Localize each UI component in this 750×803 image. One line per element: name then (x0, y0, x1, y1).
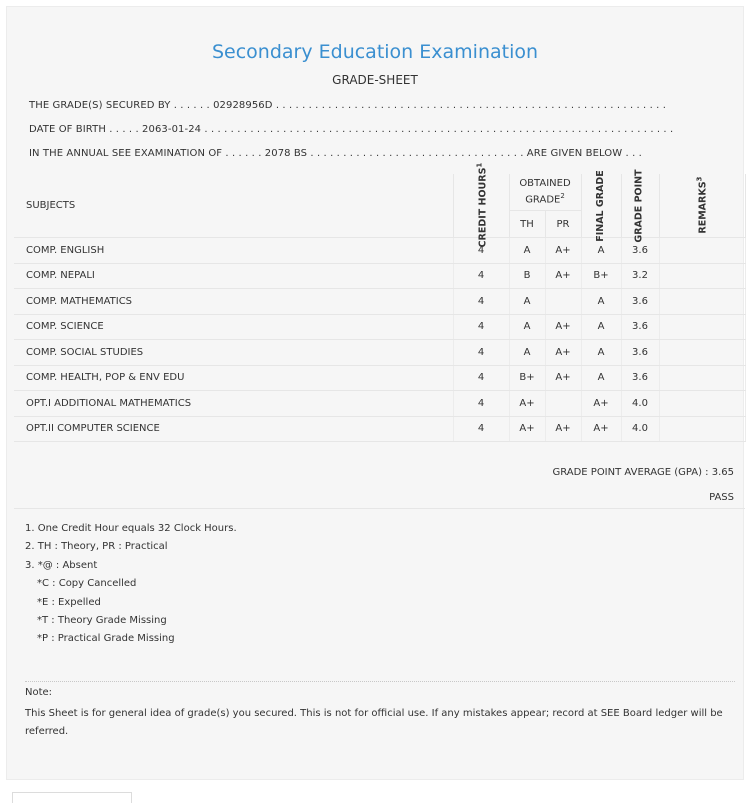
result-status: PASS (709, 492, 734, 503)
grade-point: 4.0 (621, 391, 659, 417)
subject-name: COMP. MATHEMATICS (14, 289, 453, 315)
practical-grade (545, 289, 581, 315)
remarks (659, 263, 745, 289)
grade-point: 3.2 (621, 263, 659, 289)
practical-grade: A+ (545, 340, 581, 366)
remarks (659, 340, 745, 366)
result-section (14, 448, 745, 509)
final-grade: A (581, 340, 621, 366)
footnote-1: 1. One Credit Hour equals 32 Clock Hours. (25, 523, 237, 534)
practical-grade: A+ (545, 314, 581, 340)
remarks (659, 391, 745, 417)
subject-name: COMP. HEALTH, POP & ENV EDU (14, 365, 453, 391)
header-remarks: REMARKS$^3$ (659, 174, 745, 238)
credit-hours: 4 (453, 340, 509, 366)
subject-name: COMP. SOCIAL STUDIES (14, 340, 453, 366)
info-date-of-birth: DATE OF BIRTH . . . . . 2063-01-24 . . . . . . . . . . . . . . . . . . . . . . . . . . . . . . . . . . . . . . . . . . . . . . . . . . . . . . . . . . . . . . . . . . . . . . . . (29, 124, 674, 135)
note-text: This Sheet is for general idea of grade(s) you secured. This is not for official use. If any mistakes appear; record at SEE Board ledger will be referred. (25, 708, 723, 737)
remarks (659, 238, 745, 264)
remarks (659, 365, 745, 391)
theory-grade: A (509, 314, 545, 340)
info-symbol-number: THE GRADE(S) SECURED BY . . . . . . 02928956D . . . . . . . . . . . . . . . . . . . . . . . . . . . . . . . . . . . . . . . . . . . . . . . . . . . . . . . . . . . . (29, 100, 667, 111)
credit-hours: 4 (453, 263, 509, 289)
page-subtitle: GRADE-SHEET (332, 73, 418, 87)
subject-name: OPT.I ADDITIONAL MATHEMATICS (14, 391, 453, 417)
footnote-3-practical-missing: *P : Practical Grade Missing (37, 633, 175, 645)
grade-point: 3.6 (621, 365, 659, 391)
final-grade: A (581, 289, 621, 315)
practical-grade: A+ (545, 365, 581, 391)
final-grade: A+ (581, 416, 621, 442)
footnote-3-theory-missing: *T : Theory Grade Missing (37, 615, 167, 627)
credit-hours: 4 (453, 391, 509, 417)
practical-grade: A+ (545, 238, 581, 264)
table-row (14, 340, 745, 366)
credit-hours: 4 (453, 314, 509, 340)
grade-point: 3.6 (621, 289, 659, 315)
theory-grade: B (509, 263, 545, 289)
final-grade: A+ (581, 391, 621, 417)
table-row (14, 416, 745, 442)
table-row (14, 391, 745, 417)
header-credit-hours: CREDIT HOURS$^1$ (453, 174, 509, 238)
info-exam-year: IN THE ANNUAL SEE EXAMINATION OF . . . . . . 2078 BS . . . . . . . . . . . . . . . . . . . . . . . . . . . . . . . . . ARE GIVEN BELOW . . . (29, 148, 642, 159)
practical-grade: A+ (545, 416, 581, 442)
remarks (659, 314, 745, 340)
gpa-value: GRADE POINT AVERAGE (GPA) : 3.65 (552, 467, 734, 478)
theory-grade: A+ (509, 416, 545, 442)
footnote-2: 2. TH : Theory, PR : Practical (25, 541, 168, 553)
final-grade: A (581, 314, 621, 340)
subject-name: COMP. SCIENCE (14, 314, 453, 340)
header-th: TH (509, 211, 545, 238)
theory-grade: A (509, 238, 545, 264)
footnote-3-expelled: *E : Expelled (37, 596, 101, 608)
theory-grade: A+ (509, 391, 545, 417)
final-grade: A (581, 365, 621, 391)
page-title: Secondary Education Examination (211, 41, 539, 63)
remarks (659, 289, 745, 315)
header-pr: PR (545, 211, 581, 238)
grade-point: 3.6 (621, 340, 659, 366)
note-title: Note: (25, 687, 53, 698)
bottom-button-edge[interactable] (12, 792, 132, 803)
grade-table (14, 163, 746, 442)
header-obtained-grade: OBTAINED GRADE$^2$ (509, 174, 581, 211)
final-grade: B+ (581, 263, 621, 289)
table-row (14, 314, 745, 340)
grade-point: 3.6 (621, 238, 659, 264)
theory-grade: A (509, 340, 545, 366)
header-subjects: SUBJECTS (14, 174, 453, 238)
theory-grade: B+ (509, 365, 545, 391)
theory-grade: A (509, 289, 545, 315)
table-row (14, 365, 745, 391)
credit-hours: 4 (453, 416, 509, 442)
grade-point: 4.0 (621, 416, 659, 442)
footnote-3-copy-cancelled: *C : Copy Cancelled (37, 578, 137, 590)
subject-name: COMP. ENGLISH (14, 238, 453, 264)
credit-hours: 4 (453, 289, 509, 315)
subject-name: COMP. NEPALI (14, 263, 453, 289)
subject-name: OPT.II COMPUTER SCIENCE (14, 416, 453, 442)
practical-grade (545, 391, 581, 417)
header-final-grade: FINAL GRADE (581, 174, 621, 238)
footnote-3: 3. *@ : Absent (25, 559, 98, 571)
header-grade-point: GRADE POINT (621, 174, 659, 238)
divider (25, 681, 735, 682)
grade-sheet-panel (6, 6, 744, 780)
final-grade: A (581, 238, 621, 264)
credit-hours: 4 (453, 365, 509, 391)
grade-point: 3.6 (621, 314, 659, 340)
credit-hours: 4 (453, 238, 509, 264)
table-row (14, 289, 745, 315)
footnotes (25, 520, 237, 649)
remarks (659, 416, 745, 442)
practical-grade: A+ (545, 263, 581, 289)
table-row (14, 263, 745, 289)
